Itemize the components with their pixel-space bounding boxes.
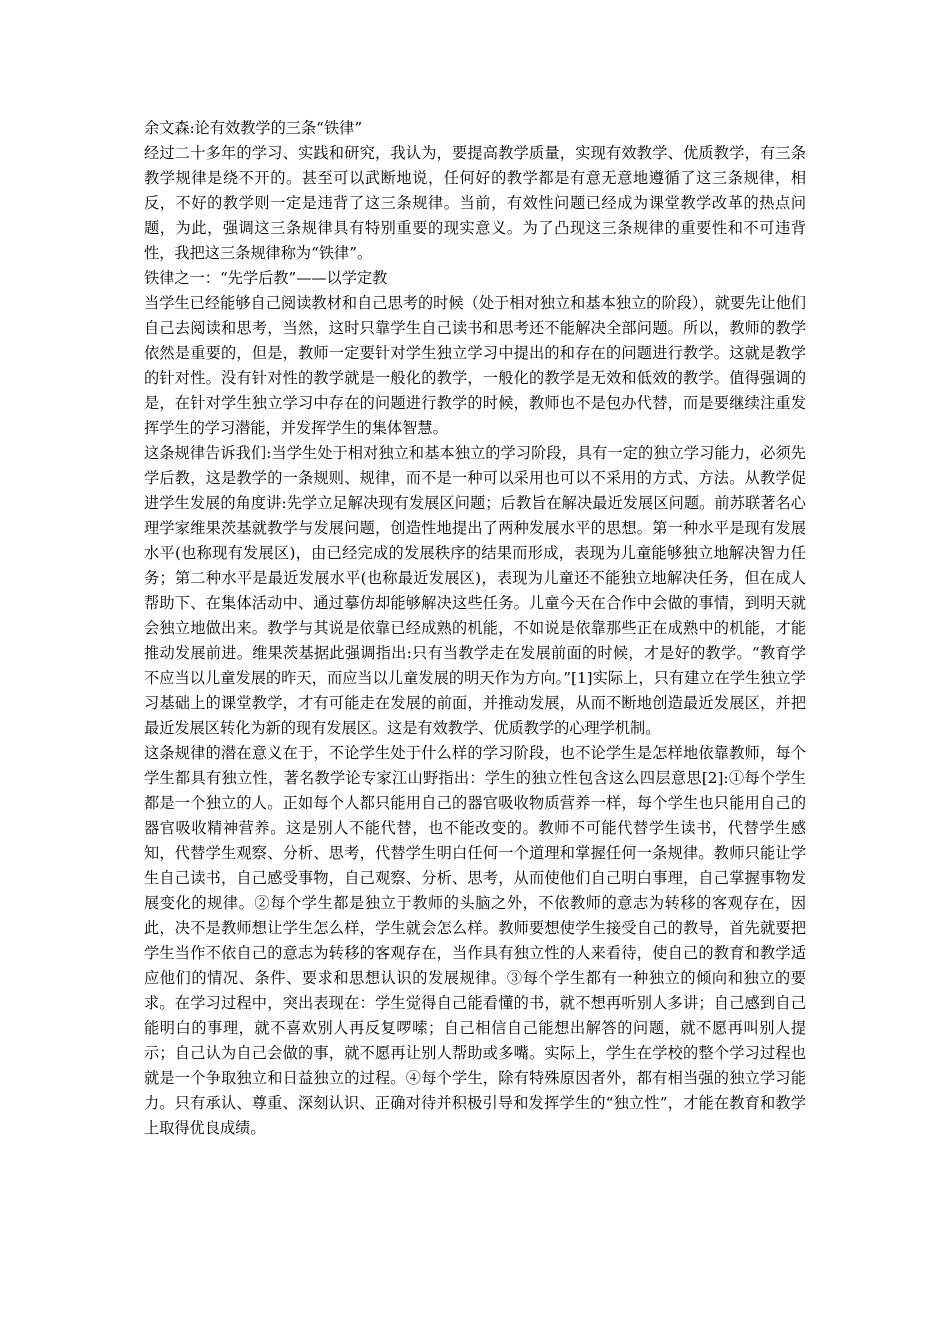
body-paragraph-1: 当学生已经能够自己阅读教材和自己思考的时候（处于相对独立和基本独立的阶段），就要先让他们自己去阅读和思考，当然，这时只靠学生自己读书和思考还不能解决全部问题。所以，教师的教学依然是重要的，但是，教师一定要针对学生独立学习中提出的和存在的问题进行教学。这就是教学的针对性。没有针对性的教学就是一般化的教学，一般化的教学是无效和低效的教学。值得强调的是，在针对学生独立学习中存在的问题进行教学的时候，教师也不是包办代替，而是要继续注重发挥学生的学习潜能，并发挥学生的集体智慧。: [144, 294, 806, 437]
body-paragraph-3: 这条规律的潜在意义在于，不论学生处于什么样的学习阶段，也不论学生是怎样地依靠教师，每个学生都具有独立性，著名教学论专家江山野指出：学生的独立性包含这么四层意思[2]:①每个学生都是一个独立的人。正如每个人都只能用自己的器官吸收物质营养一样，每个学生也只能用自己的器官吸收精神营养。这是别人不能代替，也不能改变的。教师不可能代替学生读书，代替学生感知，代替学生观察、分析、思考，代替学生明白任何一个道理和掌握任何一条规律。教师只能让学生自己读书，自己感受事物，自己观察、分析、思考，从而使他们自己明白事理，自己掌握事物发展变化的规律。②每个学生都是独立于教师的头脑之外，不依教师的意志为转移的客观存在，因此，决不是教师想让学生怎么样，学生就会怎么样。教师要想使学生接受自己的教导，首先就要把学生当作不依自己的意志为转移的客观存在，当作具有独立性的人来看待，使自己的教育和教学适应他们的情况、条件、要求和思想认识的发展规律。③每个学生都有一种独立的倾向和独立的要求。在学习过程中，突出表现在：学生觉得自己能看懂的书，就不想再听别人多讲；自己感到自己能明白的事理，就不喜欢别人再反复啰嗦；自己相信自己能想出解答的问题，就不愿再叫别人提示；自己认为自己会做的事，就不愿再让别人帮助或多嘴。实际上，学生在学校的整个学习过程也就是一个争取独立和日益独立的过程。④每个学生，除有特殊原因者外，都有相当强的独立学习能力。只有承认、尊重、深刻认识、正确对待并积极引导和发挥学生的“独立性”，才能在教育和教学上取得优良成绩。: [144, 744, 806, 1137]
document-body: [144, 116, 806, 1141]
intro-paragraph: 经过二十多年的学习、实践和研究，我认为，要提高教学质量，实现有效教学、优质教学，有三条教学规律是绕不开的。甚至可以武断地说，任何好的教学都是有意无意地遵循了这三条规律，相反，不好的教学则一定是违背了这三条规律。当前，有效性问题已经成为课堂教学改革的热点问题，为此，强调这三条规律具有特别重要的现实意义。为了凸现这三条规律的重要性和不可违背性，我把这三条规律称为“铁律”。: [144, 144, 806, 262]
document-title: 余文森:论有效教学的三条“铁律”: [144, 119, 363, 137]
body-paragraph-2: 这条规律告诉我们:当学生处于相对独立和基本独立的学习阶段，具有一定的独立学习能力，必须先学后教，这是教学的一条规则、规律，而不是一种可以采用也可以不采用的方式、方法。从教学促进学生发展的角度讲:先学立足解决现有发展区问题；后教旨在解决最近发展区问题。前苏联著名心理学家维果茨基就教学与发展问题，创造性地提出了两种发展水平的思想。第一种水平是现有发展水平(也称现有发展区)，由已经完成的发展秩序的结果而形成，表现为儿童能够独立地解决智力任务；第二种水平是最近发展水平(也称最近发展区)，表现为儿童还不能独立地解决任务，但在成人帮助下、在集体活动中、通过摹仿却能够解决这些任务。儿童今天在合作中会做的事情，到明天就会独立地做出来。教学与其说是依靠已经成熟的机能，不如说是依靠那些正在成熟中的机能，才能推动发展前进。维果茨基据此强调指出:只有当教学走在发展前面的时候，才是好的教学。“教育学不应当以儿童发展的昨天，而应当以儿童发展的明天作为方向。”[1]实际上，只有建立在学生独立学习基础上的课堂教学，才有可能走在发展的前面，并推动发展，从而不断地创造最近发展区，并把最近发展区转化为新的现有发展区。这是有效教学、优质教学的心理学机制。: [144, 444, 806, 737]
section-heading: 铁律之一：“先学后教”——以学定教: [144, 269, 388, 287]
